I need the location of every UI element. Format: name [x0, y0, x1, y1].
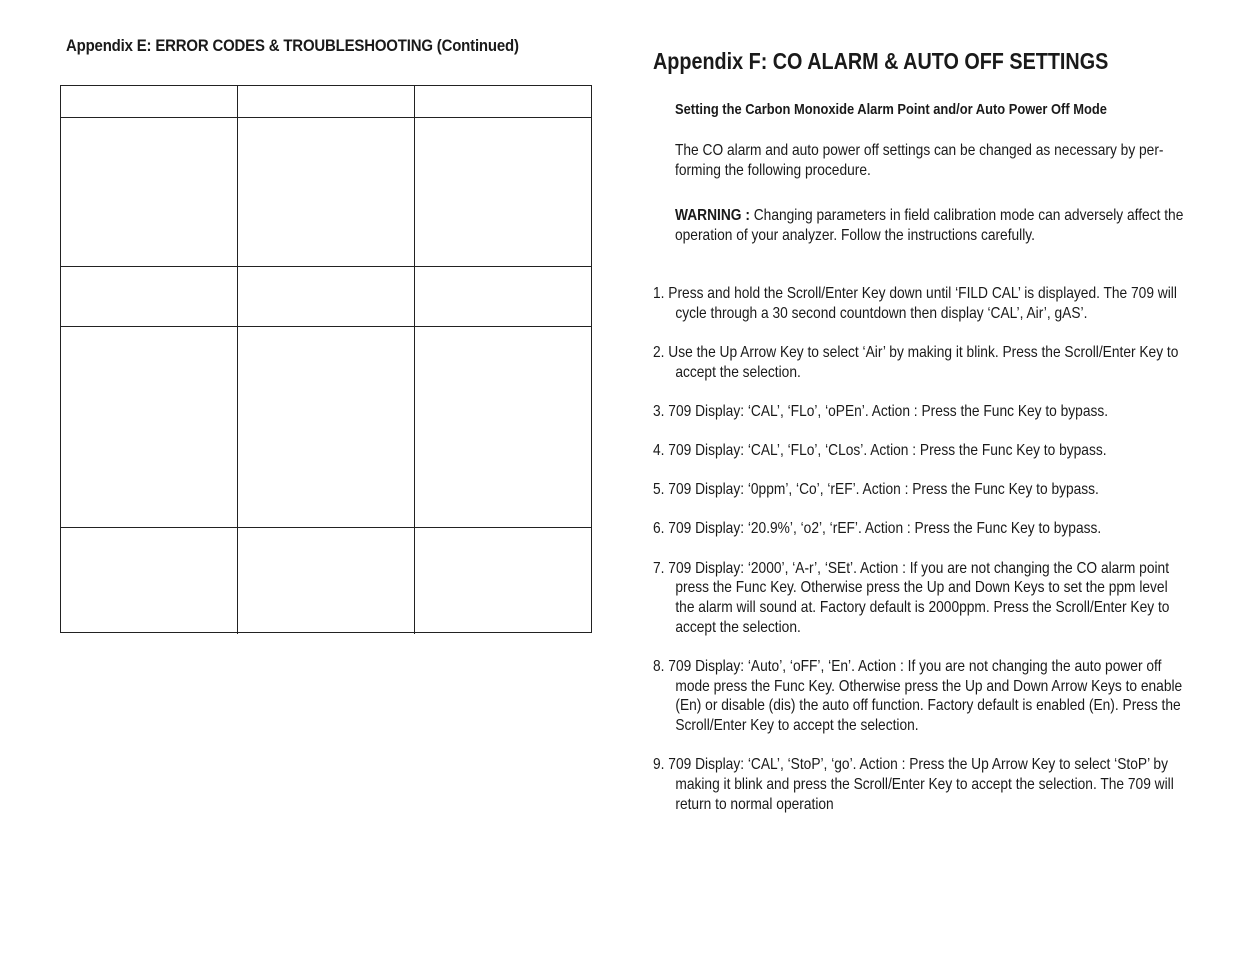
right-page-title: Appendix F: CO ALARM & AUTO OFF SETTINGS [653, 48, 1109, 74]
table-cell [61, 528, 238, 634]
procedure-step: 8. 709 Display: ‘Auto’, ‘oFF’, ‘En’. Action : If you are not changing the auto power off mode press the Func Key. Otherwise press the Up and Down Arrow Keys to enable (En) or disable (dis) the auto off function. Factory default is enabled (En). Press the Scroll/Enter Key to accept the selection. [653, 657, 1183, 735]
error-codes-table [60, 85, 592, 633]
procedure-steps-list [653, 284, 1186, 834]
table-cell [415, 86, 593, 117]
table-cell [61, 267, 238, 326]
table-cell [61, 118, 238, 266]
table-cell [238, 327, 415, 527]
procedure-step: 1. Press and hold the Scroll/Enter Key down until ‘FILD CAL’ is displayed. The 709 will cycle through a 30 second countdown then display ‘CAL’, Air’, gAS’. [653, 285, 1177, 322]
table-cell [238, 118, 415, 266]
procedure-step: 4. 709 Display: ‘CAL’, ‘FLo’, ‘CLos’. Action : Press the Func Key to bypass. [653, 442, 1107, 460]
table-row [61, 327, 591, 528]
table-cell [61, 86, 238, 117]
table-header-row [61, 86, 591, 118]
table-row [61, 267, 591, 327]
table-cell [238, 86, 415, 117]
table-cell [415, 327, 593, 527]
intro-paragraph: The CO alarm and auto power off settings can be changed as necessary by per-forming the following procedure. [675, 142, 1164, 179]
table-cell [415, 118, 593, 266]
procedure-step: 7. 709 Display: ‘2000’, ‘A-r’, ‘SEt’. Action : If you are not changing the CO alarm point press the Func Key. Otherwise press the Up and Down Keys to set the ppm level the alarm will sound at. Factory default is 2000ppm. Press the Scroll/Enter Key to accept the selection. [653, 559, 1170, 636]
table-row [61, 528, 591, 634]
procedure-step: 2. Use the Up Arrow Key to select ‘Air’ by making it blink. Press the Scroll/Enter Key to accept the selection. [653, 343, 1179, 381]
section-subtitle: Setting the Carbon Monoxide Alarm Point and/or Auto Power Off Mode [675, 101, 1107, 118]
table-cell [415, 528, 593, 634]
warning-text: Changing parameters in field calibration mode can adversely affect the operation of your analyzer. Follow the instructions carefully. [675, 207, 1184, 244]
table-row [61, 118, 591, 267]
procedure-step: 6. 709 Display: ‘20.9%’, ‘o2’, ‘rEF’. Action : Press the Func Key to bypass. [653, 520, 1102, 538]
procedure-step: 9. 709 Display: ‘CAL’, ‘StoP’, ‘go’. Action : Press the Up Arrow Key to select ‘StoP’ by making it blink and press the Scroll/Enter Key to accept the selection. The 709 will return to normal operation [653, 756, 1174, 813]
warning-paragraph [675, 206, 1187, 246]
left-page-title: Appendix E: ERROR CODES & TROUBLESHOOTING (Continued) [66, 36, 519, 55]
table-cell [415, 267, 593, 326]
procedure-step: 3. 709 Display: ‘CAL’, ‘FLo’, ‘oPEn’. Action : Press the Func Key to bypass. [653, 402, 1109, 420]
table-cell [61, 327, 238, 527]
table-cell [238, 528, 415, 634]
procedure-step: 5. 709 Display: ‘0ppm’, ‘Co’, ‘rEF’. Action : Press the Func Key to bypass. [653, 481, 1099, 499]
warning-label: WARNING : [675, 207, 750, 224]
table-cell [238, 267, 415, 326]
